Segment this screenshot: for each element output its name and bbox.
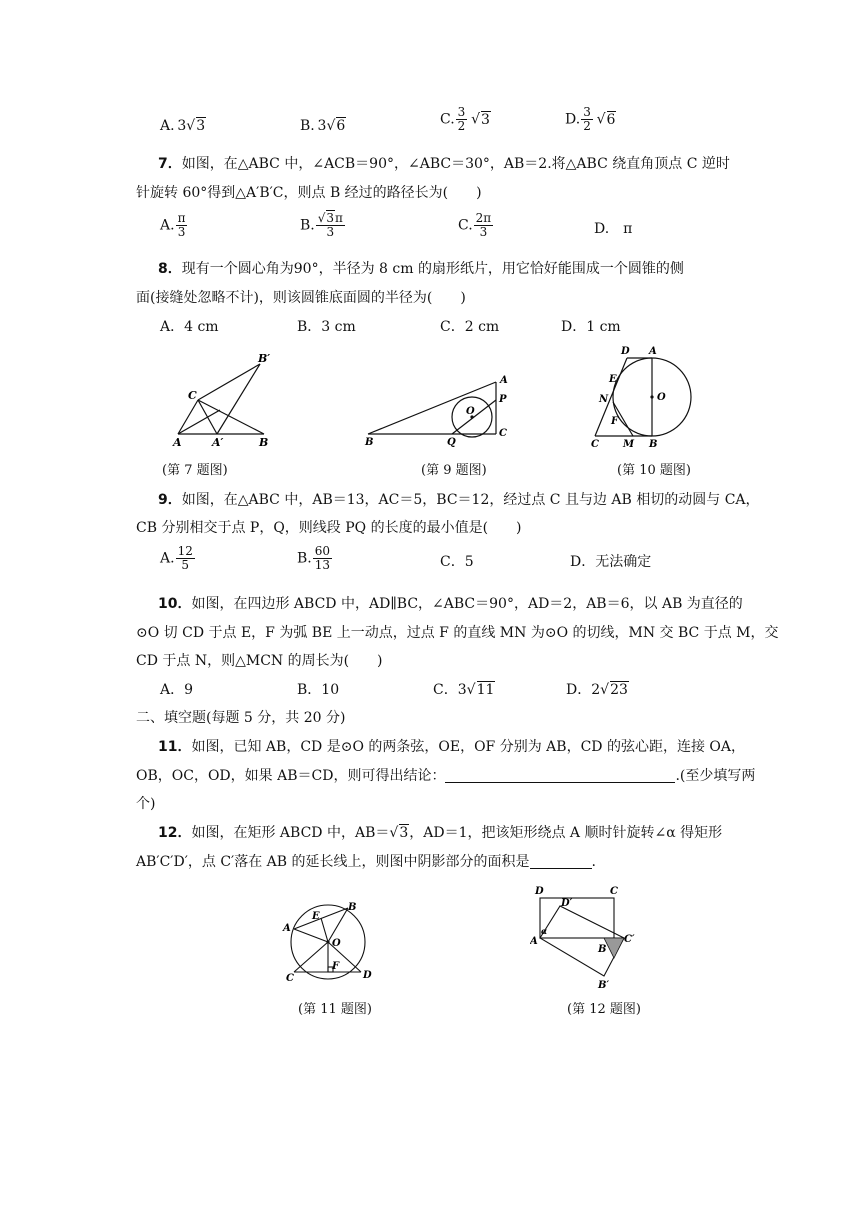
section-heading-fill-in: 二、填空题(每题 5 分，共 20 分) [136,710,346,726]
q12-answer-blank[interactable] [530,868,592,869]
fig12-label-b-prime: B′ [598,980,610,990]
figure-9 [360,370,520,450]
q6-option-c: C. $\frac{3}{2}$ √3 [440,105,490,133]
fig12-label-alpha: α [541,926,548,936]
q10-option-a: A．9 [160,682,194,698]
q10-option-b: B．10 [297,682,340,698]
q8-option-d: D．1 cm [561,319,621,335]
q7-line1: 7．如图，在△ABC 中，∠ACB＝90°，∠ABC＝30°，AB＝2.将△ABC 绕直角顶点 C 逆时 [158,156,730,172]
fig7-label-a-prime: A′ [212,436,224,449]
fig9-label-a: A [500,375,508,386]
fig12-label-c: C [610,886,618,897]
q10-option-d: D．2√23 [566,682,628,698]
fig10-label-c: C [591,439,599,450]
q6-option-b: B. 3√6 [300,118,346,134]
fig10-label-n: N [599,394,609,405]
q9-option-c: C．5 [440,554,474,570]
fig7-label-b: B [259,436,269,449]
q8-option-a: A．4 cm [160,319,219,335]
fig12-label-b: B [598,944,607,955]
caption-fig-11: (第 11 题图) [298,1002,372,1017]
q8-option-b: B．3 cm [297,319,356,335]
fig10-label-o: O [657,392,666,403]
fig11-label-b: B [348,902,357,913]
caption-fig-10: (第 10 题图) [617,463,691,478]
figure-10 [585,340,705,452]
q8-line2: 面(接缝处忽略不计)，则该圆锥底面圆的半径为( ) [136,290,466,306]
fig11-label-e: E [312,911,320,922]
q8-option-c: C．2 cm [440,319,500,335]
q12-line2: AB′C′D′，点 C′落在 AB 的延长线上，则图中阴影部分的面积是 . [136,854,596,870]
q10-line2: ⊙O 切 CD 于点 E，F 为弧 BE 上一动点，过点 F 的直线 MN 为⊙O 的切线，MN 交 BC 于点 M，交 [136,625,779,641]
q9-option-b: B. $\frac{60}{13}$ [297,544,331,572]
fig12-label-c-prime: C′ [624,934,635,945]
fig11-label-f: F [332,961,340,972]
fig7-label-a: A [173,436,182,449]
q11-line3: 个) [136,796,156,812]
fig12-label-a: A [530,936,538,947]
fig10-label-a: A [649,346,657,357]
caption-fig-7: (第 7 题图) [162,463,228,478]
q9-line1: 9．如图，在△ABC 中，AB＝13，AC＝5，BC＝12，经过点 C 且与边 AB 相切的动圆与 CA， [158,492,760,508]
caption-fig-9: (第 9 题图) [421,463,487,478]
q8-line1: 8．现有一个圆心角为90°，半径为 8 cm 的扇形纸片，用它恰好能围成一个圆锥的侧 [158,261,684,277]
fig7-label-b-prime: B′ [258,352,271,365]
fig11-label-c: C [286,973,294,982]
fig10-label-b: B [649,439,658,450]
q11-line1: 11．如图，已知 AB，CD 是⊙O 的两条弦，OE，OF 分别为 AB，CD 的弦心距，连接 OA， [158,739,745,755]
q6-option-a: A. 3√3 [160,118,206,134]
q7-line2: 针旋转 60°得到△A′B′C，则点 B 经过的路径长为( ) [136,185,482,201]
q9-option-d: D．无法确定 [570,554,652,570]
fig10-label-f: F [611,416,619,427]
fig7-label-c: C [188,389,197,402]
q7-option-b: B. $\frac{√3\pi}{3}$ [300,211,343,239]
fig10-label-d: D [621,346,630,357]
fig10-label-m: M [623,439,635,450]
fig9-label-o: O [466,406,475,417]
fig9-label-q: Q [447,437,456,448]
q7-option-c: C. $\frac{2\pi}{3}$ [458,211,492,239]
q7-option-a: A. $\frac{\pi}{3}$ [160,211,186,239]
q9-option-a: A. $\frac{12}{5}$ [160,544,193,572]
fig11-label-a: A [283,923,291,934]
q11-line2: OB，OC，OD，如果 AB＝CD，则可得出结论： .(至少填写两 [136,768,756,784]
fig11-label-o: O [332,938,341,949]
fig9-label-b: B [365,437,374,448]
q6-option-d: D. $\frac{3}{2}$ √6 [565,105,616,133]
fig12-label-d: D [535,886,544,897]
q9-line2: CB 分别相交于点 P，Q，则线段 PQ 的长度的最小值是( ) [136,520,522,536]
fig9-label-p: P [499,394,507,405]
q11-answer-blank[interactable] [445,782,675,783]
q10-line1: 10．如图，在四边形 ABCD 中，AD∥BC，∠ABC＝90°，AD＝2，AB＝6，以 AB 为直径的 [158,596,743,612]
q10-line3: CD 于点 N，则△MCN 的周长为( ) [136,653,383,669]
figure-11 [278,898,378,982]
fig10-label-e: E [609,374,617,385]
q12-line1: 12．如图，在矩形 ABCD 中，AB＝√3，AD＝1，把该矩形绕点 A 顺时针旋转∠α 得矩形 [158,825,723,841]
fig9-label-c: C [499,428,507,439]
caption-fig-12: (第 12 题图) [567,1002,641,1017]
figure-7 [170,350,280,450]
q7-option-d: D. π [594,221,633,237]
figure-12 [530,882,640,990]
fig11-label-d: D [363,970,372,981]
fig12-label-d-prime: D′ [561,898,573,909]
q10-option-c: C．3√11 [433,682,495,698]
